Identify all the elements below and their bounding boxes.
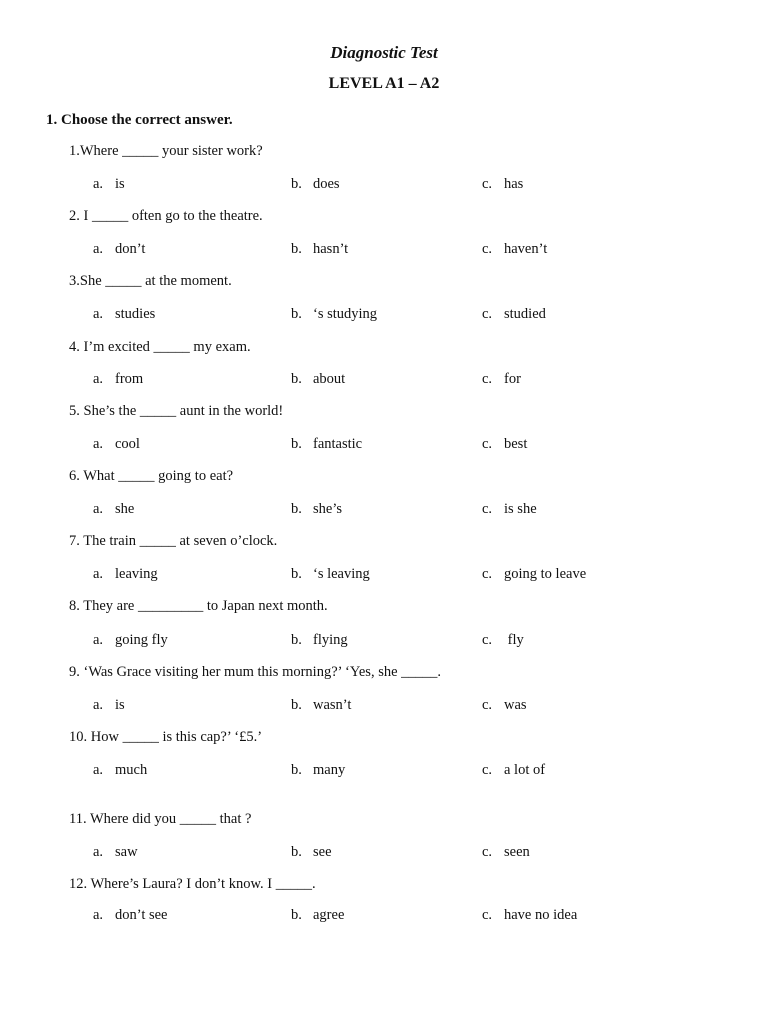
option-text: does	[313, 176, 340, 192]
option-a	[93, 436, 140, 453]
option-letter: b.	[291, 697, 302, 713]
option-text: many	[313, 762, 346, 778]
question-7-options	[0, 566, 768, 586]
option-c	[482, 762, 545, 779]
option-c	[482, 632, 524, 649]
option-letter: c.	[482, 907, 493, 923]
option-a	[93, 566, 158, 583]
option-c	[482, 306, 546, 323]
option-text: wasn’t	[313, 697, 352, 713]
option-text: best	[504, 436, 528, 452]
option-letter: c.	[482, 632, 493, 648]
option-text: cool	[115, 436, 140, 452]
option-letter: a.	[93, 176, 104, 192]
option-letter: b.	[291, 501, 302, 517]
option-letter: c.	[482, 844, 493, 860]
option-letter: b.	[291, 306, 302, 322]
question-4: 4. I’m excited _____ my exam.	[69, 339, 251, 355]
question-5-options	[0, 436, 768, 456]
option-text: from	[115, 371, 144, 387]
option-letter: a.	[93, 697, 104, 713]
question-2-options	[0, 241, 768, 261]
option-b	[291, 306, 377, 323]
option-c	[482, 501, 537, 518]
question-9-options	[0, 697, 768, 717]
option-c	[482, 844, 530, 861]
option-letter: c.	[482, 762, 493, 778]
option-text: is	[115, 697, 125, 713]
question-1: 1.Where _____ your sister work?	[69, 143, 263, 159]
option-b	[291, 844, 332, 861]
page-title: Diagnostic Test	[330, 43, 438, 62]
option-c	[482, 371, 521, 388]
option-a	[93, 501, 134, 518]
option-a	[93, 907, 168, 924]
question-8: 8. They are _________ to Japan next month.	[69, 598, 328, 614]
option-letter: c.	[482, 371, 493, 387]
option-letter: c.	[482, 697, 493, 713]
option-a	[93, 697, 125, 714]
question-4-options	[0, 371, 768, 391]
option-text: about	[313, 371, 346, 387]
option-b	[291, 371, 345, 388]
option-text: studies	[115, 306, 156, 322]
option-a	[93, 371, 143, 388]
question-3: 3.She _____ at the moment.	[69, 273, 232, 289]
option-text: seen	[504, 844, 530, 860]
option-c	[482, 907, 577, 924]
question-5: 5. She’s the _____ aunt in the world!	[69, 403, 284, 419]
option-letter: a.	[93, 632, 104, 648]
option-text: don’t see	[115, 907, 168, 923]
question-12: 12. Where’s Laura? I don’t know. I _____.	[69, 876, 316, 892]
level-subtitle: LEVEL A1 – A2	[328, 75, 440, 92]
option-text: fly	[504, 632, 524, 648]
option-text: a lot of	[504, 762, 546, 778]
option-a	[93, 306, 155, 323]
option-letter: a.	[93, 566, 104, 582]
option-a	[93, 632, 168, 649]
option-letter: c.	[482, 306, 493, 322]
option-letter: c.	[482, 241, 493, 257]
question-1-options	[0, 176, 768, 196]
option-letter: c.	[482, 176, 493, 192]
option-text: she’s	[313, 501, 342, 517]
option-letter: a.	[93, 306, 104, 322]
option-letter: a.	[93, 371, 104, 387]
option-letter: a.	[93, 436, 104, 452]
question-11-options	[0, 844, 768, 864]
option-text: much	[115, 762, 148, 778]
option-c	[482, 697, 527, 714]
option-text: has	[504, 176, 524, 192]
option-b	[291, 697, 351, 714]
option-c	[482, 241, 547, 258]
option-a	[93, 762, 147, 779]
option-text: ‘s leaving	[313, 566, 370, 582]
question-3-options	[0, 306, 768, 326]
option-letter: a.	[93, 241, 104, 257]
option-text: ‘s studying	[313, 306, 378, 322]
question-8-options	[0, 632, 768, 652]
option-letter: b.	[291, 241, 302, 257]
question-10: 10. How _____ is this cap?’ ‘£5.’	[69, 729, 263, 745]
option-text: was	[504, 697, 527, 713]
question-11: 11. Where did you _____ that ?	[69, 811, 252, 827]
option-text: hasn’t	[313, 241, 349, 257]
option-letter: c.	[482, 566, 493, 582]
option-text: have no idea	[504, 907, 578, 923]
option-text: is she	[504, 501, 537, 517]
option-c	[482, 436, 527, 453]
option-text: haven’t	[504, 241, 548, 257]
option-c	[482, 176, 523, 193]
option-b	[291, 907, 344, 924]
question-7: 7. The train _____ at seven o’clock.	[69, 533, 278, 549]
option-b	[291, 762, 345, 779]
option-text: for	[504, 371, 521, 387]
option-c	[482, 566, 586, 583]
option-text: saw	[115, 844, 138, 860]
option-b	[291, 501, 342, 518]
option-text: studied	[504, 306, 546, 322]
option-text: agree	[313, 907, 345, 923]
question-12-options	[0, 907, 768, 927]
option-b	[291, 436, 362, 453]
option-letter: b.	[291, 907, 302, 923]
option-letter: a.	[93, 907, 104, 923]
option-text: going to leave	[504, 566, 587, 582]
option-letter: b.	[291, 566, 302, 582]
option-b	[291, 632, 348, 649]
option-letter: b.	[291, 844, 302, 860]
option-b	[291, 241, 348, 258]
option-text: she	[115, 501, 135, 517]
option-letter: c.	[482, 436, 493, 452]
option-letter: c.	[482, 501, 493, 517]
section-heading: 1. Choose the correct answer.	[46, 112, 233, 128]
option-a	[93, 176, 125, 193]
question-10-options	[0, 762, 768, 782]
option-letter: b.	[291, 371, 302, 387]
option-text: fantastic	[313, 436, 363, 452]
option-text: flying	[313, 632, 348, 648]
option-text: is	[115, 176, 125, 192]
question-6: 6. What _____ going to eat?	[69, 468, 234, 484]
option-b	[291, 176, 340, 193]
option-letter: a.	[93, 844, 104, 860]
option-a	[93, 844, 138, 861]
option-letter: a.	[93, 762, 104, 778]
question-6-options	[0, 501, 768, 521]
option-letter: a.	[93, 501, 104, 517]
option-text: leaving	[115, 566, 158, 582]
option-text: don’t	[115, 241, 146, 257]
option-text: going fly	[115, 632, 168, 648]
option-letter: b.	[291, 632, 302, 648]
option-letter: b.	[291, 436, 302, 452]
option-letter: b.	[291, 176, 302, 192]
option-letter: b.	[291, 762, 302, 778]
option-text: see	[313, 844, 332, 860]
question-9: 9. ‘Was Grace visiting her mum this morning?’ ‘Yes, she _____.	[69, 664, 442, 680]
option-a	[93, 241, 145, 258]
question-2: 2. I _____ often go to the theatre.	[69, 208, 263, 224]
option-b	[291, 566, 370, 583]
